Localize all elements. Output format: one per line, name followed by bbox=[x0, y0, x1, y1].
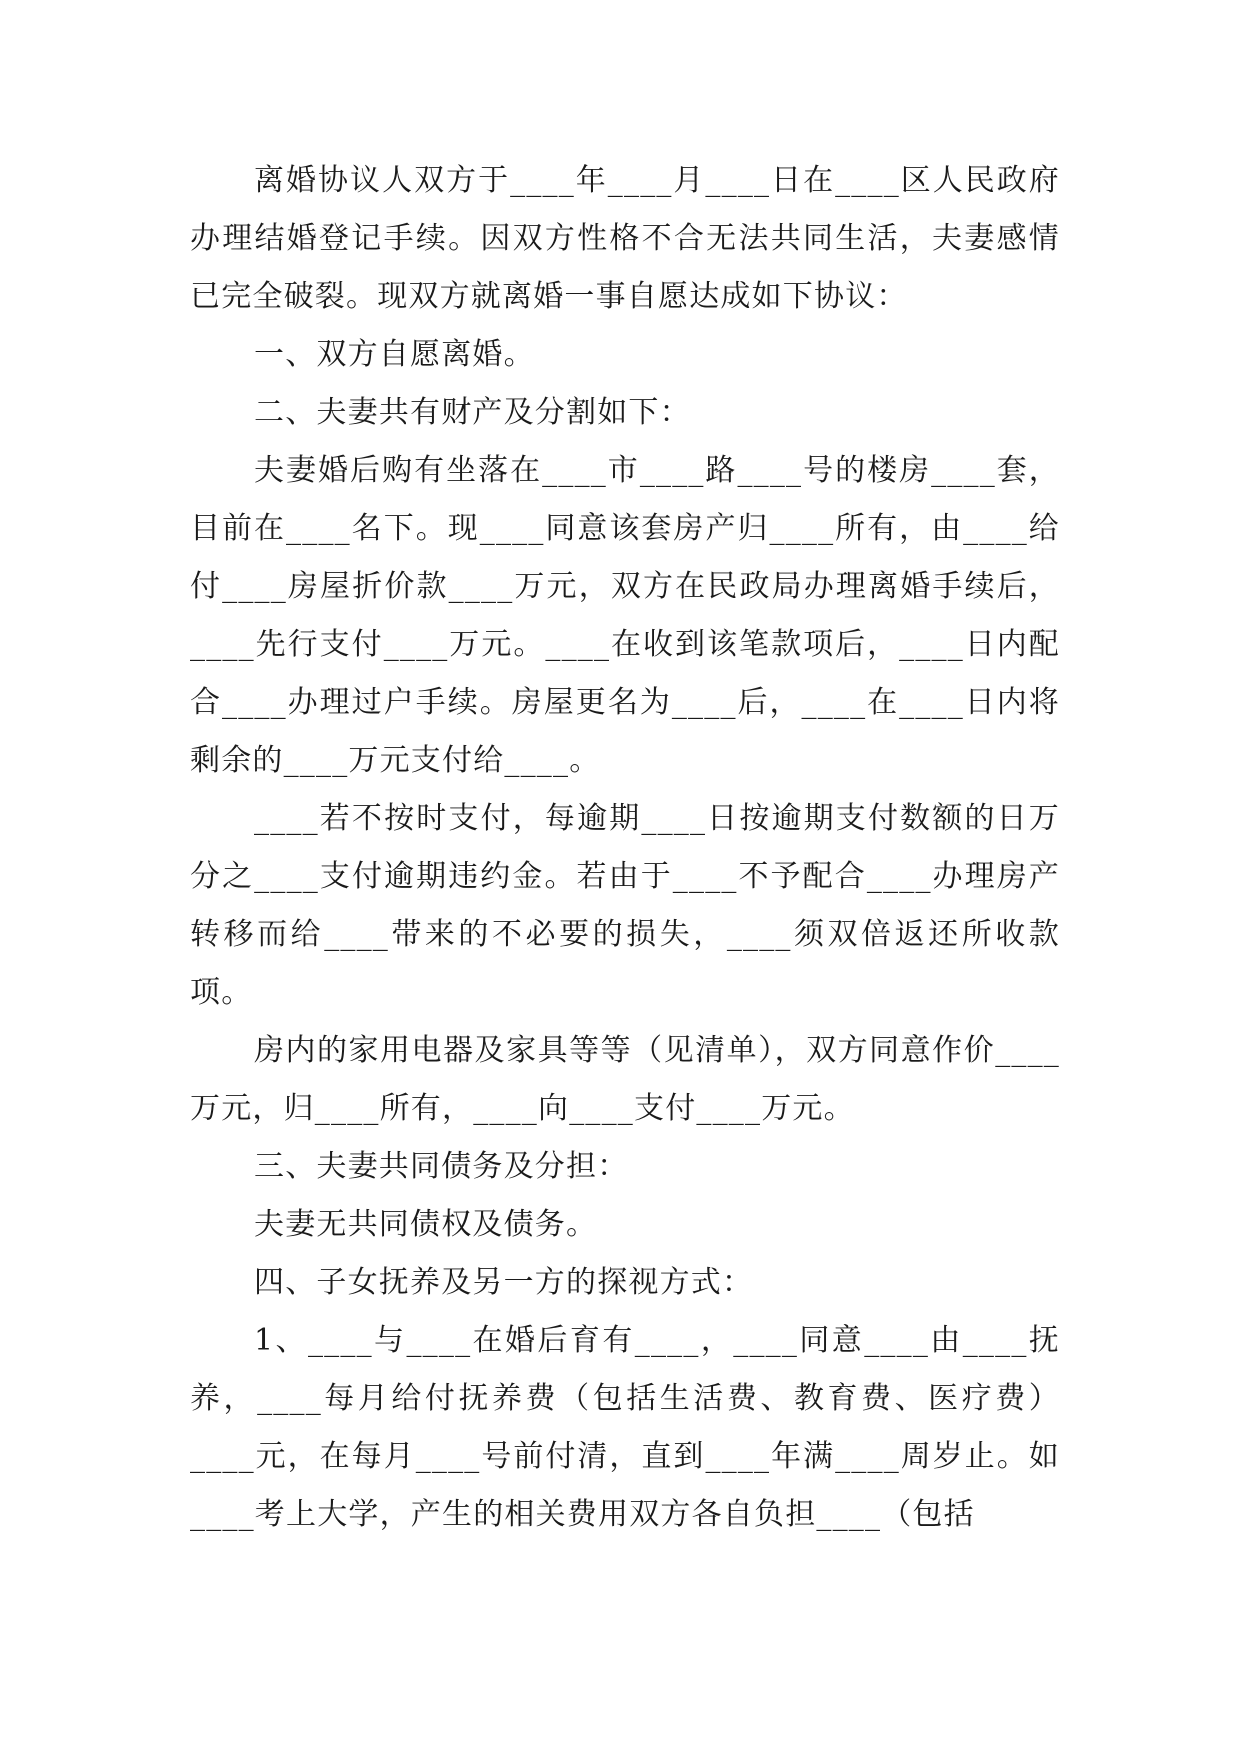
section-1-heading: 一、双方自愿离婚。 bbox=[254, 337, 535, 372]
paragraph-furniture: 房内的家用电器及家具等等（见清单），双方同意作价____万元，归____所有，____向____支付____万元。 bbox=[190, 1033, 1060, 1126]
section-4-heading: 四、子女抚养及另一方的探视方式： bbox=[254, 1265, 754, 1300]
paragraph-penalty: ____若不按时支付，每逾期____日按逾期支付数额的日万分之____支付逾期违约金。若由于____不予配合____办理房产转移而给____带来的不必要的损失，____须双倍返还所收款项。 bbox=[190, 801, 1060, 1010]
paragraph-child-support: 1、____与____在婚后育有____，____同意____由____抚养，____每月给付抚养费（包括生活费、教育费、医疗费）____元，在每月____号前付清，直到____年满____周岁止。如____考上大学，产生的相关费用双方各自负担____（包括 bbox=[190, 1323, 1060, 1532]
section-3-heading: 三、夫妻共同债务及分担： bbox=[254, 1149, 629, 1184]
paragraph-registration: 离婚协议人双方于____年____月____日在____区人民政府办理结婚登记手续。因双方性格不合无法共同生活，夫妻感情已完全破裂。现双方就离婚一事自愿达成如下协议： bbox=[190, 163, 1060, 314]
section-2-heading: 二、夫妻共有财产及分割如下： bbox=[254, 395, 691, 430]
agreement-body bbox=[190, 152, 1060, 1544]
paragraph-debt: 夫妻无共同债权及债务。 bbox=[254, 1207, 598, 1242]
paragraph-property: 夫妻婚后购有坐落在____市____路____号的楼房____套，目前在____名下。现____同意该套房产归____所有，由____给付____房屋折价款____万元，双方在民政局办理离婚手续后，____先行支付____万元。____在收到该笔款项后，____日内配合____办理过户手续。房屋更名为____后，____在____日内将剩余的____万元支付给____。 bbox=[190, 453, 1060, 778]
